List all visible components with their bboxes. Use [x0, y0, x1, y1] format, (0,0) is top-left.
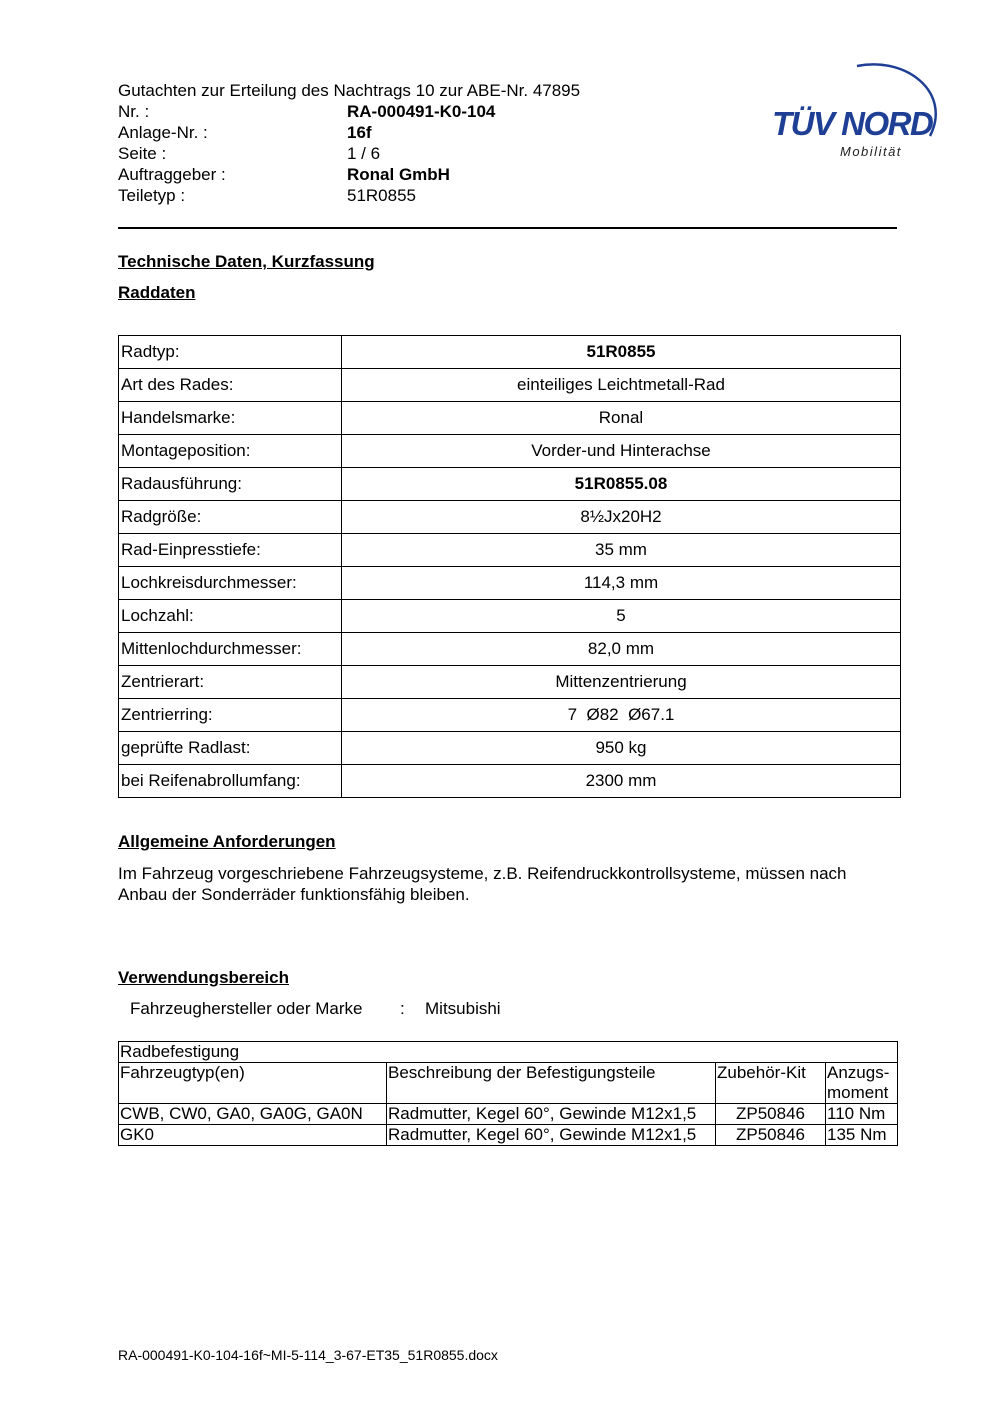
section-title-requirements: Allgemeine Anforderungen — [118, 832, 336, 851]
table-row — [119, 732, 901, 765]
column-header: Anzugs-moment — [826, 1063, 898, 1104]
row-key: Mittenlochdurchmesser: — [119, 633, 342, 666]
row-key: Zentrierart: — [119, 666, 342, 699]
row-key: Lochzahl: — [119, 600, 342, 633]
table-row — [119, 633, 901, 666]
row-value: Mittenzentrierung — [342, 666, 901, 699]
table-row — [119, 336, 901, 369]
wheel-data-table — [118, 335, 901, 798]
section-title-wheel: Raddaten — [118, 283, 196, 302]
table-row — [119, 567, 901, 600]
table-cell: ZP50846 — [716, 1104, 826, 1125]
table-header-row — [119, 1063, 898, 1104]
meta-value: RA-000491-K0-104 — [347, 102, 496, 121]
table-row — [119, 1104, 898, 1125]
column-header: Zubehör-Kit — [716, 1063, 826, 1104]
table-cell: Radmutter, Kegel 60°, Gewinde M12x1,5 — [387, 1125, 716, 1146]
fastening-table — [118, 1041, 898, 1146]
row-value: 5 — [342, 600, 901, 633]
row-value: 35 mm — [342, 534, 901, 567]
table-row — [119, 600, 901, 633]
header-divider — [118, 227, 897, 229]
table-cell: 135 Nm — [826, 1125, 898, 1146]
row-key: Montageposition: — [119, 435, 342, 468]
table-row — [119, 468, 901, 501]
row-value: 2300 mm — [342, 765, 901, 798]
row-value: 51R0855.08 — [342, 468, 901, 501]
meta-row — [118, 185, 898, 206]
meta-key: Auftraggeber : — [118, 165, 226, 184]
table-row — [119, 534, 901, 567]
row-value: 82,0 mm — [342, 633, 901, 666]
row-key: Art des Rades: — [119, 369, 342, 402]
table-row — [119, 501, 901, 534]
meta-value: 16f — [347, 123, 372, 142]
table-row — [119, 765, 901, 798]
table-caption-row — [119, 1042, 898, 1063]
table-cell: ZP50846 — [716, 1125, 826, 1146]
row-key: bei Reifenabrollumfang: — [119, 765, 342, 798]
row-value: 8½Jx20H2 — [342, 501, 901, 534]
table-row — [119, 666, 901, 699]
table-cell: 110 Nm — [826, 1104, 898, 1125]
row-value: 114,3 mm — [342, 567, 901, 600]
table-caption: Radbefestigung — [119, 1042, 898, 1063]
row-key: Zentrierring: — [119, 699, 342, 732]
row-value: 51R0855 — [342, 336, 901, 369]
table-cell: Radmutter, Kegel 60°, Gewinde M12x1,5 — [387, 1104, 716, 1125]
row-key: Rad-Einpresstiefe: — [119, 534, 342, 567]
meta-value: 1 / 6 — [347, 144, 381, 163]
maker-colon: : — [400, 999, 405, 1018]
row-value: 7 Ø82 Ø67.1 — [342, 699, 901, 732]
tuv-nord-logo — [762, 58, 947, 168]
section-title-tech: Technische Daten, Kurzfassung — [118, 252, 375, 271]
row-key: Radtyp: — [119, 336, 342, 369]
row-value: Ronal — [342, 402, 901, 435]
row-key: Radausführung: — [119, 468, 342, 501]
row-key: Radgröße: — [119, 501, 342, 534]
logo-subtitle: Mobilität — [840, 144, 902, 159]
column-header: Beschreibung der Befestigungsteile — [387, 1063, 716, 1104]
table-cell: CWB, CW0, GA0, GA0G, GA0N — [119, 1104, 387, 1125]
section-title-usage: Verwendungsbereich — [118, 968, 289, 987]
meta-key: Seite : — [118, 144, 167, 163]
table-row — [119, 1125, 898, 1146]
meta-value: Ronal GmbH — [347, 165, 450, 184]
table-cell: GK0 — [119, 1125, 387, 1146]
meta-key: Teiletyp : — [118, 186, 186, 205]
row-key: Handelsmarke: — [119, 402, 342, 435]
table-row — [119, 435, 901, 468]
vehicle-maker-row — [130, 999, 501, 1019]
row-value: einteiliges Leichtmetall-Rad — [342, 369, 901, 402]
meta-value: 51R0855 — [347, 186, 417, 205]
maker-value: Mitsubishi — [425, 999, 501, 1018]
maker-label: Fahrzeughersteller oder Marke — [130, 999, 363, 1018]
column-header: Fahrzeugtyp(en) — [119, 1063, 387, 1104]
table-row — [119, 369, 901, 402]
logo-brand: TÜV NORD — [772, 105, 933, 142]
report-title: Gutachten zur Erteilung des Nachtrags 10 zur ABE-Nr. 47895 — [118, 81, 581, 100]
row-key: Lochkreisdurchmesser: — [119, 567, 342, 600]
table-row — [119, 402, 901, 435]
row-value: 950 kg — [342, 732, 901, 765]
row-key: geprüfte Radlast: — [119, 732, 342, 765]
row-value: Vorder-und Hinterachse — [342, 435, 901, 468]
meta-key: Nr. : — [118, 102, 150, 121]
requirements-text: Im Fahrzeug vorgeschriebene Fahrzeugsysteme, z.B. Reifendruckkontrollsysteme, müssen nach Anbau der Sonderräder funktionsfähig bleiben. — [118, 864, 847, 904]
footer-filename: RA-000491-K0-104-16f~MI-5-114_3-67-ET35_51R0855.docx — [118, 1347, 498, 1363]
table-row — [119, 699, 901, 732]
meta-key: Anlage-Nr. : — [118, 123, 208, 142]
